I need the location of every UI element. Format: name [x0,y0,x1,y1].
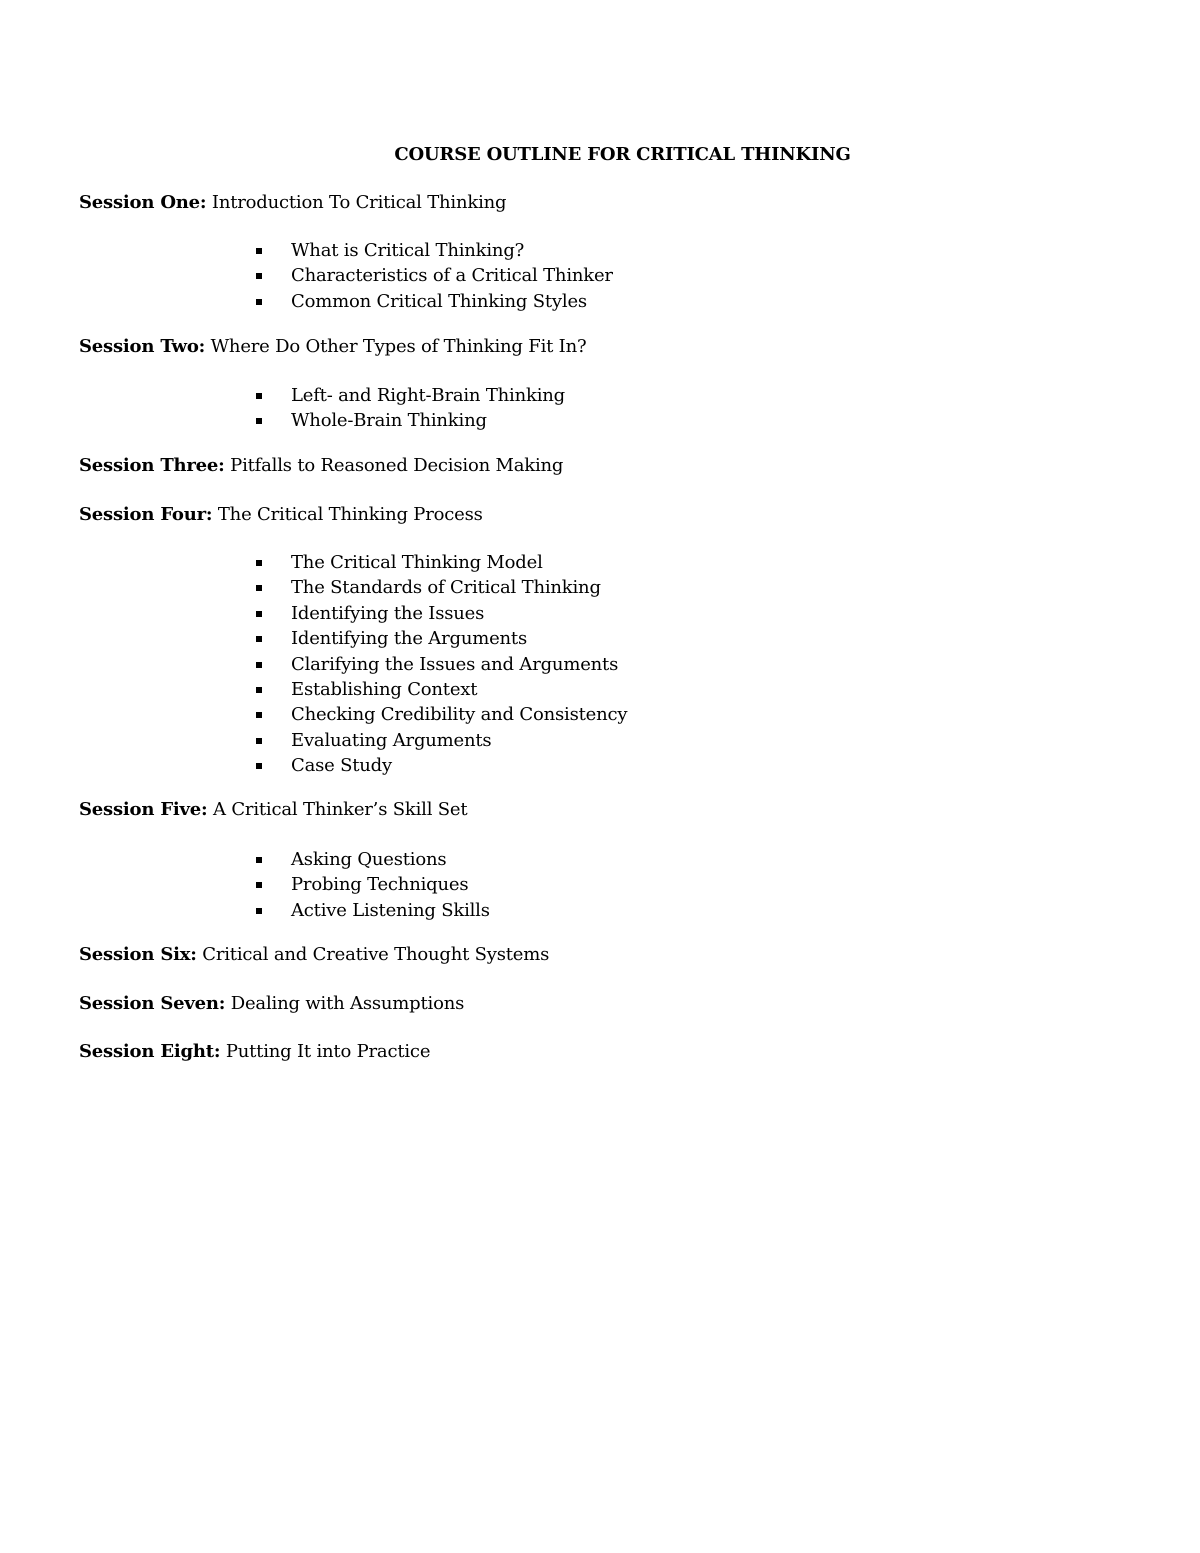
bullet-icon [256,687,262,693]
bullet-icon [256,585,262,591]
session-label: Session Five: [79,799,208,820]
bullet-icon [256,738,262,744]
session-five-heading [79,798,467,822]
session-topic: Putting It into Practice [225,1041,431,1062]
document-page: COURSE OUTLINE FOR CRITICAL THINKING Session One: Introduction To Critical Thinking What is Critical Thinking? Characteristics of a Critical Thinker Common Critical Thinking Styles Session Two: Where Do Other Types of Thinking Fit In? Left- and Right-Brain Thinking Whole-Brain Thinking Session Three: Pitfalls to Reasoned Decision Making Session Four: The Critical Thinking Process The Critical Thinking Model The Standards of Critical Thinking Identifying the Issues Identifying the Arguments Clarifying the Issues and Arguments Establishing Context Checking Credibility and Consistency Evaluating Arguments Case Study Session Five: A Critical Thinker’s Skill Set Asking Questions Probing Techniques Active Listening Skills Session Six: Critical and Creative Thought Systems Session Seven: Dealing with Assumptions Session Eight: Putting It into Practice [0,0,1200,1553]
bullet-icon [256,882,262,888]
session-topic: Where Do Other Types of Thinking Fit In? [210,336,587,357]
bullet-icon [256,712,262,718]
bullet-icon [256,636,262,642]
session-topic: The Critical Thinking Process [217,504,483,525]
bullet-icon [256,393,262,399]
bullet-icon [256,299,262,305]
session-topic: Introduction To Critical Thinking [211,192,507,213]
session-four-heading [79,503,483,527]
session-two-heading [79,335,586,359]
session-topic: Critical and Creative Thought Systems [202,944,550,965]
session-topic: Dealing with Assumptions [230,993,465,1014]
bullet-icon [256,560,262,566]
bullet-icon [256,611,262,617]
bullet-icon [256,857,262,863]
session-label: Session Four: [79,504,213,525]
session-topic: Pitfalls to Reasoned Decision Making [230,455,564,476]
bullet-icon [256,908,262,914]
session-six-heading [79,943,549,967]
session-label: Session Two: [79,336,206,357]
session-label: Session Eight: [79,1041,221,1062]
session-label: Session Seven: [79,993,226,1014]
session-seven-heading [79,992,464,1016]
document-title: COURSE OUTLINE FOR CRITICAL THINKING [394,144,851,165]
session-eight-heading [79,1040,430,1064]
bullet-icon [256,763,262,769]
session-label: Session Six: [79,944,197,965]
bullet-icon [256,273,262,279]
bullet-icon [256,418,262,424]
session-topic: A Critical Thinker’s Skill Set [213,799,468,820]
session-label: Session One: [79,192,207,213]
bullet-icon [256,248,262,254]
bullet-icon [256,662,262,668]
session-label: Session Three: [79,455,225,476]
session-one-heading [79,191,506,215]
session-three-heading [79,454,563,478]
